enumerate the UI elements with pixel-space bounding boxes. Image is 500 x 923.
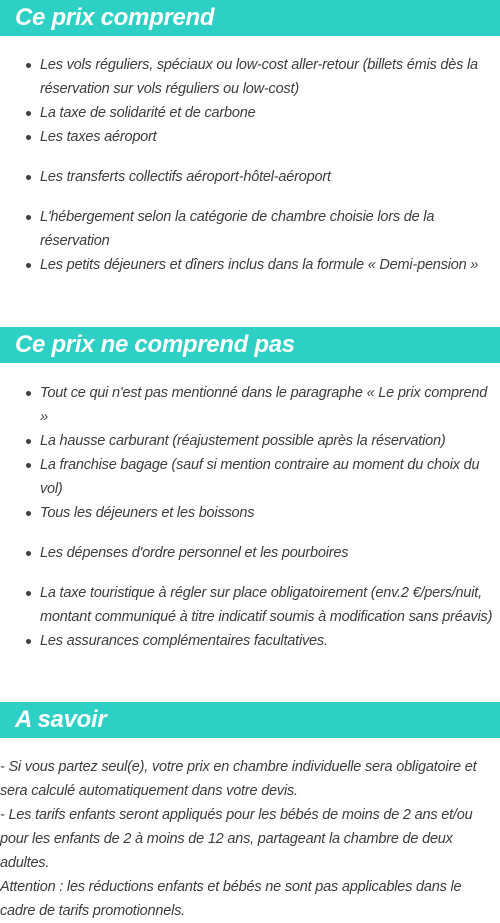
section-title-a-savoir: A savoir	[0, 702, 500, 738]
list-item: Les transferts collectifs aéroport-hôtel-aéroport	[0, 165, 500, 189]
list-item: La hausse carburant (réajustement possible après la réservation)	[0, 429, 500, 453]
info-paragraph: - Les tarifs enfants seront appliqués pour les bébés de moins de 2 ans et/ou pour les enfants de 2 à moins de 12 ans, partageant la chambre de deux adultes.	[0, 807, 473, 871]
list-item: Les petits déjeuners et dîners inclus dans la formule « Demi-pension »	[0, 253, 500, 277]
info-paragraph: - Si vous partez seul(e), votre prix en chambre individuelle sera obligatoire et sera calculé automatiquement dans votre devis.	[0, 759, 477, 799]
a-savoir-text	[0, 755, 500, 923]
info-paragraph: Attention : les réductions enfants et bébés ne sont pas applicables dans le cadre de tarifs promotionnels.	[0, 879, 462, 919]
list-item: Les dépenses d'ordre personnel et les pourboires	[0, 541, 500, 565]
list-item: Les vols réguliers, spéciaux ou low-cost aller-retour (billets émis dès la réservation sur vols réguliers ou low-cost)	[0, 53, 500, 101]
list-item: La franchise bagage (sauf si mention contraire au moment du choix du vol)	[0, 453, 500, 501]
section-title-prix-comprend: Ce prix comprend	[0, 0, 500, 36]
list-item: Les assurances complémentaires facultatives.	[0, 629, 500, 653]
excluded-list	[0, 381, 500, 653]
list-item: La taxe de solidarité et de carbone	[0, 101, 500, 125]
included-list	[0, 53, 500, 277]
list-item: Tous les déjeuners et les boissons	[0, 501, 500, 525]
list-item: La taxe touristique à régler sur place obligatoirement (env.2 €/pers/nuit, montant communiqué à titre indicatif soumis à modification sans préavis)	[0, 581, 500, 629]
list-item: Les taxes aéroport	[0, 125, 500, 149]
list-item: Tout ce qui n'est pas mentionné dans le paragraphe « Le prix comprend »	[0, 381, 500, 429]
section-title-prix-ne-comprend-pas: Ce prix ne comprend pas	[0, 327, 500, 363]
list-item: L'hébergement selon la catégorie de chambre choisie lors de la réservation	[0, 205, 500, 253]
